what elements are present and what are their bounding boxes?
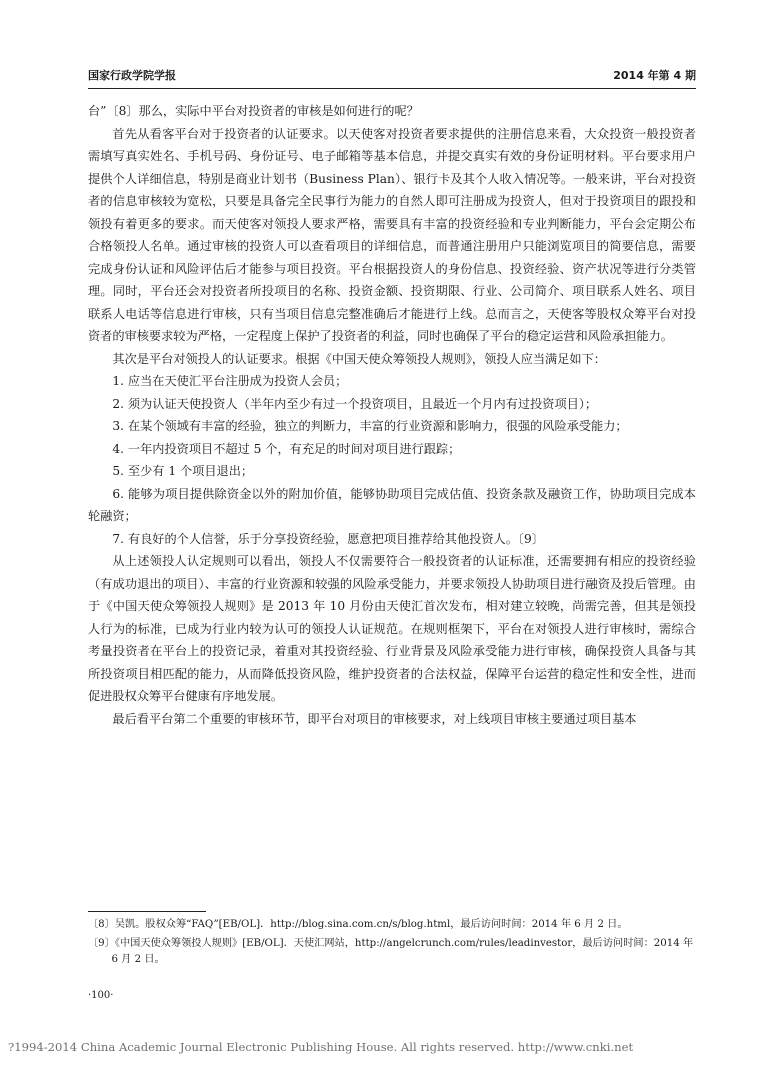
paragraph: 台”〔8〕那么，实际中平台对投资者的审核是如何进行的呢？ [88, 104, 419, 118]
list-item: 3. 在某个领域有丰富的经验，独立的判断力，丰富的行业资源和影响力，很强的风险承受能力； [112, 419, 628, 433]
paragraph: 从上述领投人认定规则可以看出，领投人不仅需要符合一般投资者的认证标准，还需要拥有相应的投资经验（有成功退出的项目）、丰富的行业资源和较强的风险承受能力，并要求领投人协助项目进行融资及投后管理。由于《中国天使众筹领投人规则》是 2013 年 10 月份由天使汇首次发布，相对建立较晚，尚需完善，但其是领投人行为的标准，已成为行业内较为认可的领投人认证规范。在规则框架下，平台在对领投人进行审核时，需综合考量投资者在平台上的投资记录，着重对其投资经验、行业背景及风险承受能力进行审核，确保投资人具备与其所投资项目相匹配的能力，从而降低投资风险，维护投资者的合法权益，保障平台运营的稳定性和安全性，进而促进股权众筹平台健康有序地发展。 [88, 554, 696, 703]
journal-title: 国家行政学院学报 [88, 69, 176, 82]
issue-label: 2014 年第 4 期 [613, 69, 696, 82]
paragraph: 首先从看客平台对于投资者的认证要求。以天使客对投资者要求提供的注册信息来看，大众投资一般投资者需填写真实姓名、手机号码、身份证号、电子邮箱等基本信息，并提交真实有效的身份证明材料。平台要求用户提供个人详细信息，特别是商业计划书（Business Plan）、银行卡及其个人收入情况等。一般来讲，平台对投资者的信息审核较为宽松，只要是具备完全民事行为能力的自然人即可注册成为投资人，但对于投资项目的跟投和领投有着更多的要求。而天使客对领投人要求严格，需要具有丰富的投资经验和专业判断能力，平台会定期公布合格领投人名单。通过审核的投资人可以查看项目的详细信息，而普通注册用户只能浏览项目的简要信息，需要完成身份认证和风险评估后才能参与项目投资。平台根据投资人的身份信息、投资经验、资产状况等进行分类管理。同时，平台还会对投资者所投项目的名称、投资金额、投资期限、行业、公司简介、项目联系人姓名、项目联系人电话等信息进行审核，只有当项目信息完整准确后才能进行上线。总而言之，天使客等股权众筹平台对投资者的审核要求较为严格，一定程度上保护了投资者的利益，同时也确保了平台的稳定运营和风险承担能力。 [88, 126, 696, 343]
list-item: 4. 一年内投资项目不超过 5 个，有充足的时间对项目进行跟踪； [112, 441, 461, 456]
list-item: 6. 能够为项目提供除资金以外的附加价值，能够协助项目完成估值、投资条款及融资工作，协助项目完成本轮融资； [88, 486, 696, 523]
footnote: 〔8〕吴凯。股权众筹“FAQ”[EB/OL]．http://blog.sina.com.cn/s/blog.html，最后访问时间：2014 年 6 月 2 日。 [88, 919, 628, 930]
paragraph: 其次是平台对领投人的认证要求。根据《中国天使众筹领投人规则》，领投人应当满足如下： [112, 351, 606, 366]
page-number: ·100· [88, 990, 114, 1001]
list-item: 7. 有良好的个人信誉，乐于分享投资经验，愿意把项目推荐给其他投资人。〔9〕 [112, 531, 544, 546]
footnote-divider [88, 911, 206, 912]
paragraph: 最后看平台第二个重要的审核环节，即平台对项目的审核要求，对上线项目审核主要通过项目基本 [112, 711, 637, 726]
footnotes [88, 917, 696, 971]
list-item: 1. 应当在天使汇平台注册成为投资人会员； [112, 374, 348, 388]
list-item: 5. 至少有 1 个项目退出； [112, 464, 254, 478]
running-header [88, 64, 696, 89]
body-text [88, 100, 696, 730]
copyright-notice: ?1994-2014 China Academic Journal Electronic Publishing House. All rights reserved. http://www.cnki.net [8, 1040, 634, 1054]
footnote: 〔9〕《中国天使众筹领投人规则》[EB/OL]．天使汇网站，http://angelcrunch.com/rules/leadinvestor，最后访问时间：2014 年 6 月 2 日。 [88, 937, 694, 965]
list-item: 2. 须为认证天使投资人（半年内至少有过一个投资项目，且最近一个月内有过投资项目）； [112, 396, 598, 411]
